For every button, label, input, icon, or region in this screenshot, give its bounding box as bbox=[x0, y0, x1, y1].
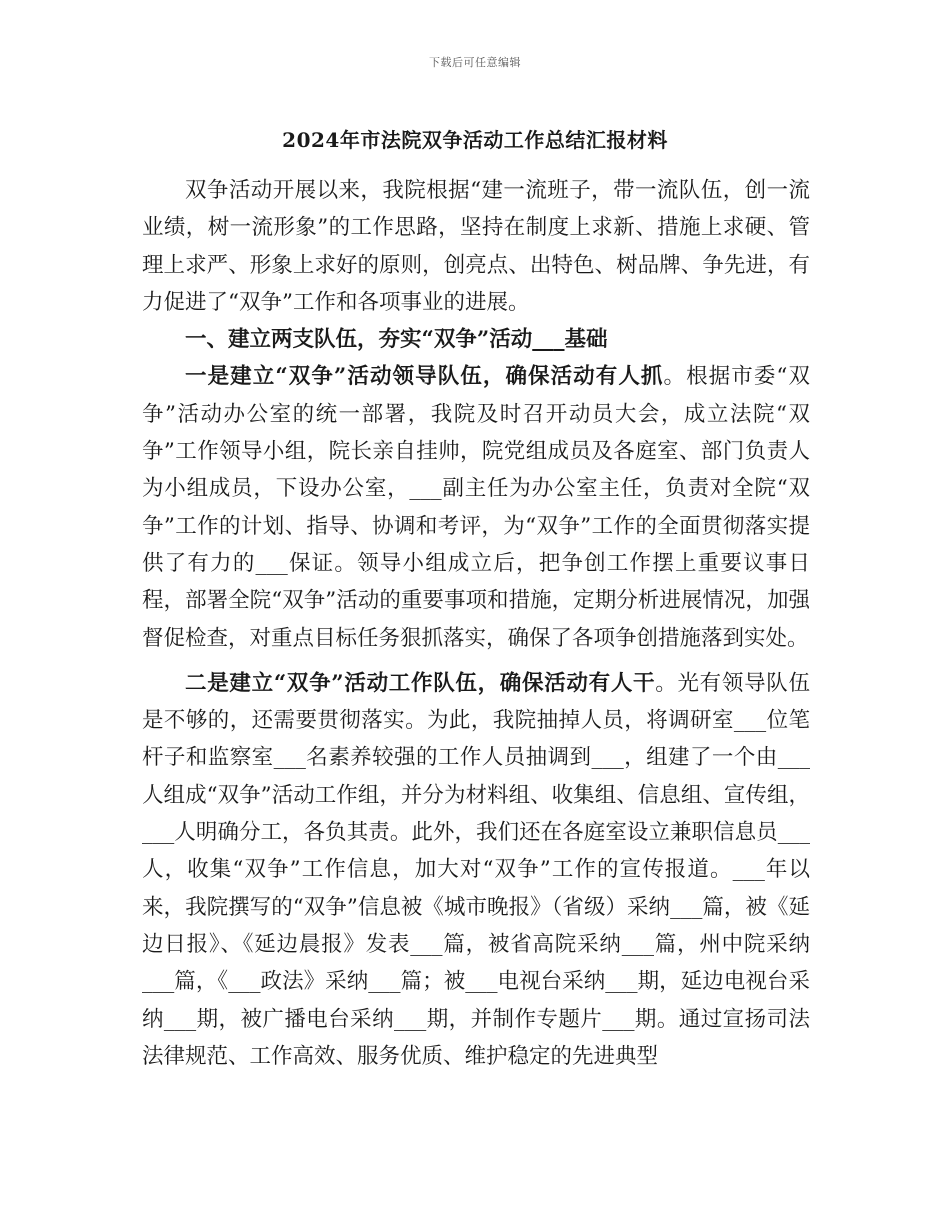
paragraph-text: 。光有领导队伍是不够的，还需要贯彻落实。为此，我院抽掉人员，将调研室___位笔杆子和监察室___名素养较强的工作人员抽调到___，组建了一个由___人组成“双争”活动工作组，并分为材料组、收集组、信息组、宣传组，___人明确分工，各负其责。此外，我们还在各庭室设立兼职信息员___人，收集“双争”工作信息，加大对“双争”工作的宣传报道。___年以来，我院撰写的“双争”信息被《城市晚报》（省级）采纳___篇，被《延边日报》、《延边晨报》发表___篇，被省高院采纳___篇，州中院采纳___篇，《___政法》采纳___篇；被___电视台采纳___期，延边电视台采纳___期，被广播电台采纳___期，并制作专题片___期。通过宣扬司法法律规范、工作高效、服务优质、维护稳定的先进典型 bbox=[142, 670, 810, 1069]
document-body bbox=[142, 172, 810, 1075]
paragraph-lead: 一是建立“双争”活动领导队伍，确保活动有人抓 bbox=[185, 364, 664, 390]
paragraph-lead: 二是建立“双争”活动工作队伍，确保活动有人干 bbox=[185, 670, 656, 696]
paragraph-text: 。根据市委“双争”活动办公室的统一部署，我院及时召开动员大会，成立法院“双争”工作领导小组，院长亲自挂帅，院党组成员及各庭室、部门负责人为小组成员，下设办公室，___副主任为办公室主任，负责对全院“双争”工作的计划、指导、协调和考评，为“双争”工作的全面贯彻落实提供了有力的___保证。领导小组成立后，把争创工作摆上重要议事日程，部署全院“双争”活动的重要事项和措施，定期分析进展情况，加强督促检查，对重点目标任务狠抓落实，确保了各项争创措施落到实处。 bbox=[142, 364, 810, 651]
header-note: 下载后可任意编辑 bbox=[429, 56, 521, 69]
section-heading: 一、建立两支队伍，夯实“双争”活动___基础 bbox=[185, 327, 608, 353]
document-title: 2024年市法院双争活动工作总结汇报材料 bbox=[282, 128, 668, 152]
intro-paragraph: 双争活动开展以来，我院根据“建一流班子，带一流队伍，创一流业绩，树一流形象”的工作思路，坚持在制度上求新、措施上求硬、管理上求严、形象上求好的原则，创亮点、出特色、树品牌、争先进，有力促进了“双争”工作和各项事业的进展。 bbox=[142, 178, 810, 315]
paragraph-leadership-team bbox=[142, 358, 810, 656]
paragraph-work-team bbox=[142, 665, 810, 1075]
